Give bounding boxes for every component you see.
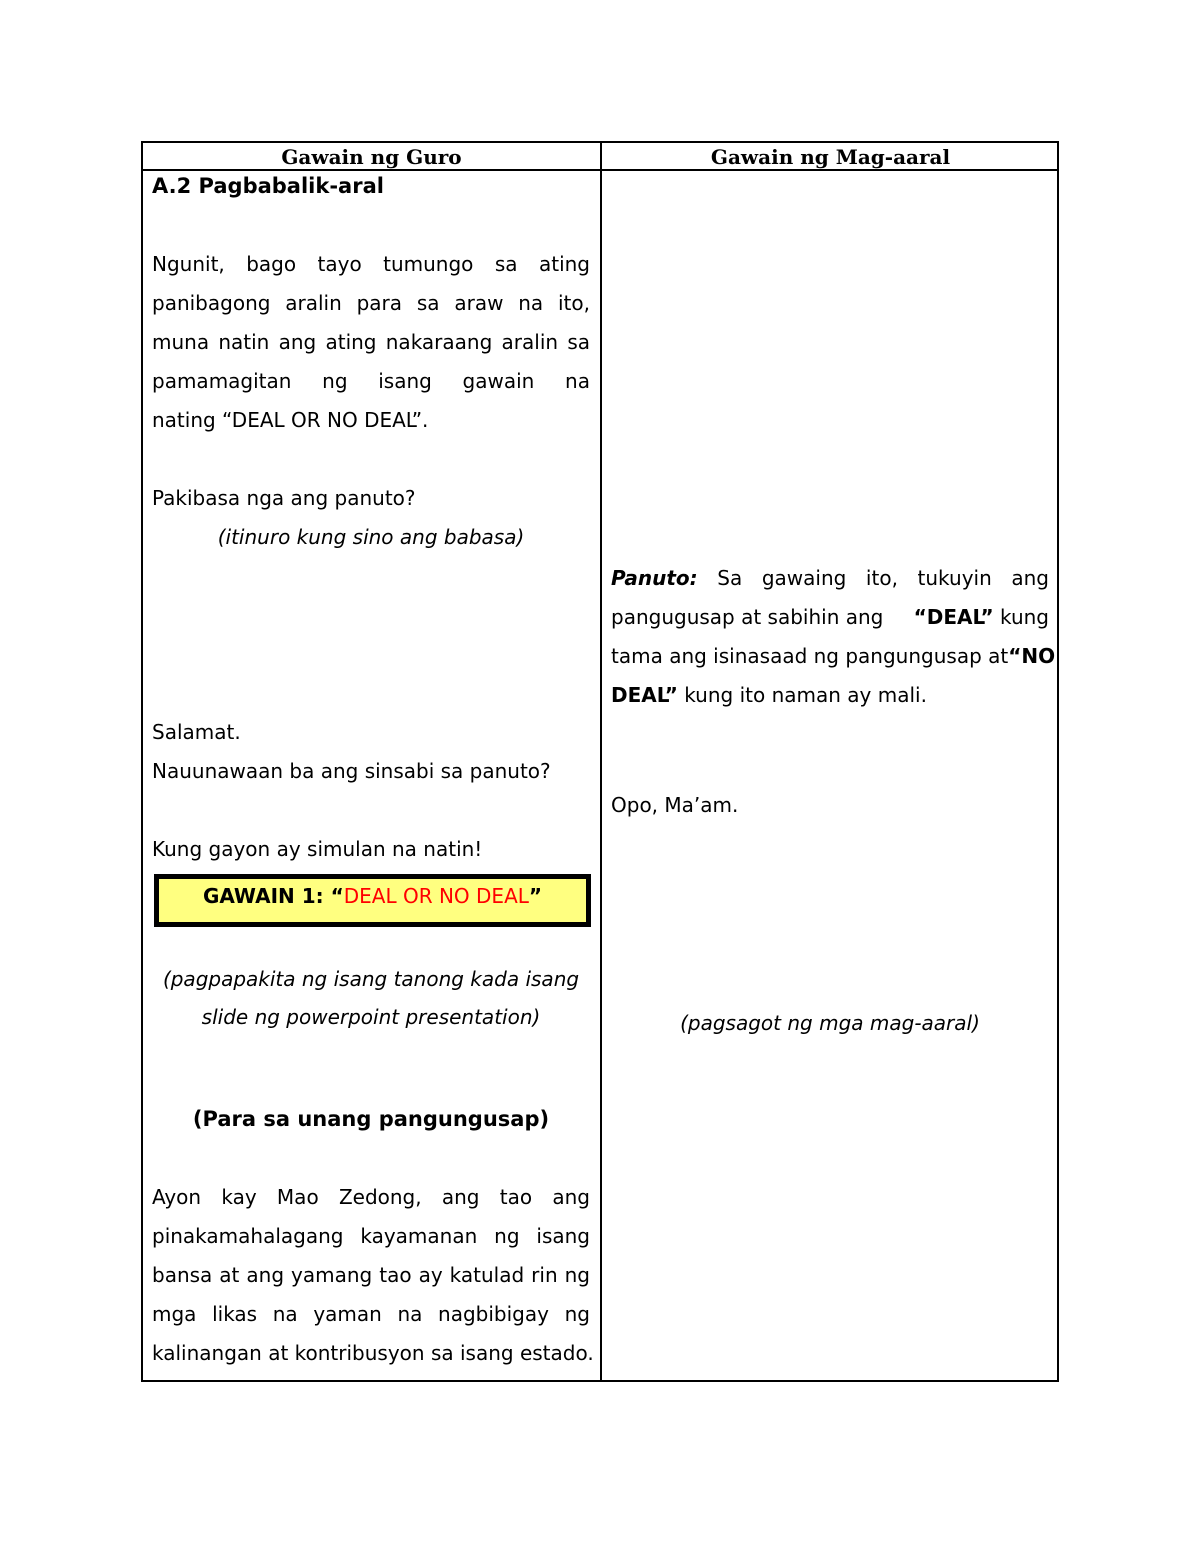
statement-line-3: bansa at ang yamang tao ay katulad rin ng — [152, 1263, 590, 1287]
activity-prefix: GAWAIN 1: “ — [202, 884, 344, 908]
intro-line-5: nating “DEAL OR NO DEAL”. — [152, 408, 429, 432]
slide-note-line-1: (pagpapakita ng isang tanong kada isang — [162, 967, 580, 991]
header-teacher-activity: Gawain ng Guro — [281, 145, 462, 169]
activity-title-box — [154, 874, 591, 927]
instructions-line-2-kung: kung — [993, 605, 1049, 629]
column-divider — [600, 143, 602, 1380]
understood-question: Nauunawaan ba ang sinsabi sa panuto? — [152, 759, 551, 783]
instructions-line-3 — [611, 637, 1056, 676]
activity-suffix: ” — [528, 884, 543, 908]
no-deal-keyword-part-1: “NO — [1008, 644, 1056, 668]
instructions-line-2-end — [914, 598, 1049, 637]
instructions-line-1 — [611, 559, 1049, 598]
statement-line-2: pinakamahalagang kayamanan ng isang — [152, 1224, 590, 1248]
intro-line-4: pamamagitan ng isang gawain na — [152, 369, 590, 393]
ask-read-text: Pakibasa nga ang panuto? — [152, 486, 416, 510]
first-sentence-label: (Para sa unang pangungusap) — [192, 1107, 550, 1131]
instructions-line-2 — [611, 598, 1049, 637]
ask-read-note: (itinuro kung sino ang babasa) — [217, 525, 525, 549]
instructions-label: Panuto: — [611, 566, 698, 590]
activity-title: DEAL OR NO DEAL — [343, 884, 529, 908]
statement-line-5: kalinangan at kontribusyon sa isang estado. — [152, 1341, 594, 1365]
statement-line-1: Ayon kay Mao Zedong, ang tao ang — [152, 1185, 590, 1209]
instructions-line-4-text: kung ito naman ay mali. — [677, 683, 927, 707]
intro-line-1: Ngunit, bago tayo tumungo sa ating — [152, 252, 590, 276]
statement-line-4: mga likas na yaman na nagbibigay ng — [152, 1302, 590, 1326]
answer-note: (pagsagot ng mga mag-aaral) — [680, 1011, 980, 1035]
instructions-line-4 — [611, 676, 1049, 715]
deal-keyword: “DEAL” — [913, 605, 994, 629]
instructions-line-2-text: pangugusap at sabihin ang — [611, 605, 884, 629]
no-deal-keyword-part-2: DEAL” — [611, 683, 678, 707]
student-reply: Opo, Ma’am. — [611, 793, 739, 817]
intro-line-3: muna natin ang ating nakaraang aralin sa — [152, 330, 590, 354]
slide-note-line-2: slide ng powerpoint presentation) — [201, 1005, 541, 1029]
instructions-line-3-text: tama ang isinasaad ng pangungusap at — [611, 644, 1009, 668]
thanks-text: Salamat. — [152, 720, 241, 744]
intro-line-2: panibagong aralin para sa araw na ito, — [152, 291, 590, 315]
header-student-activity: Gawain ng Mag-aaral — [710, 145, 951, 169]
lesson-plan-table — [141, 141, 1059, 1382]
section-title: A.2 Pagbabalik-aral — [152, 174, 384, 198]
start-text: Kung gayon ay simulan na natin! — [152, 837, 483, 861]
instructions-line-1-text: Sa gawaing ito, tukuyin ang — [717, 566, 1049, 590]
